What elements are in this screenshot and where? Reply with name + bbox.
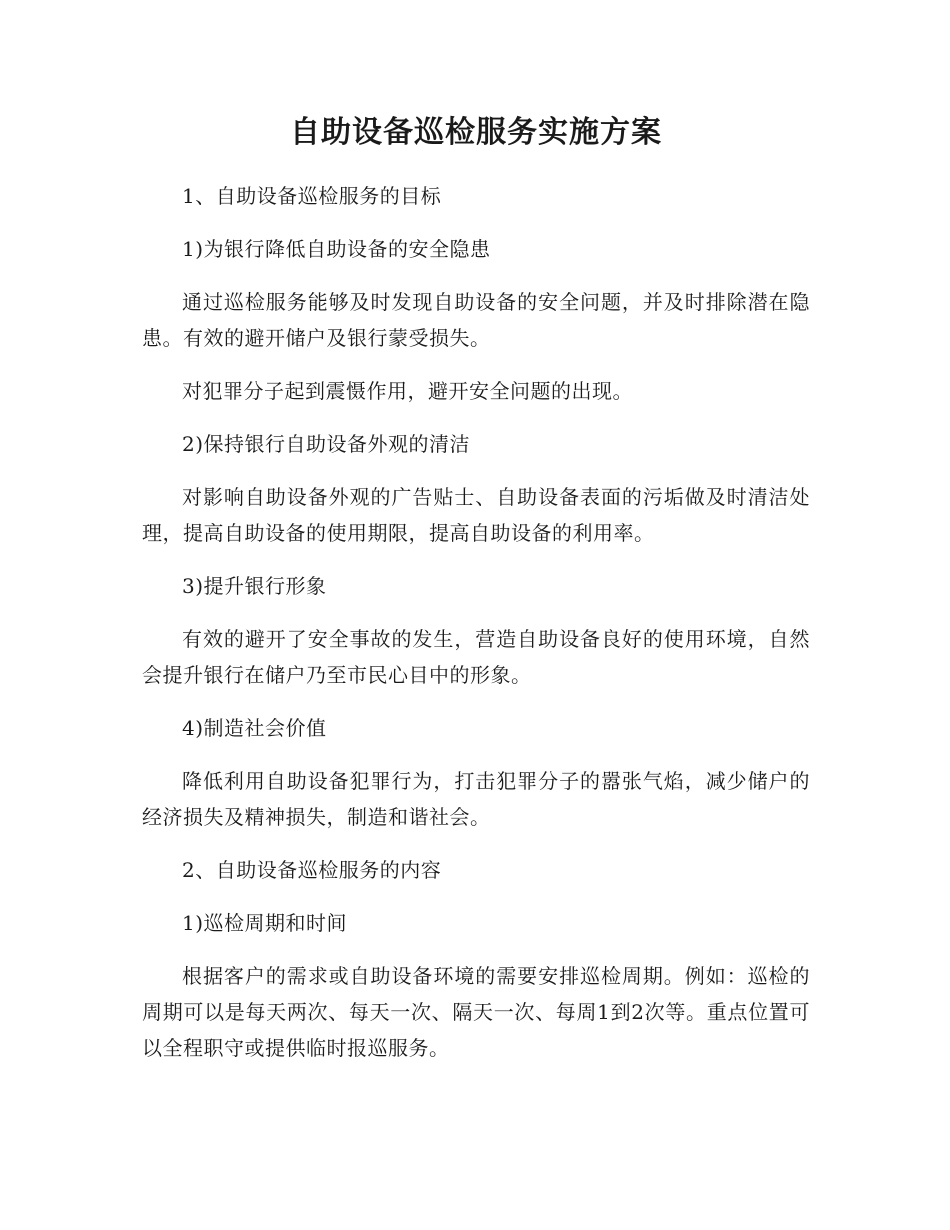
document-title: 自助设备巡检服务实施方案 [290, 115, 662, 150]
paragraph-bank-image: 有效的避开了安全事故的发生，营造自助设备良好的使用环境，自然会提升银行在储户乃至市民心目中的形象。 [142, 627, 810, 687]
subsection-heading-bank-image: 3)提升银行形象 [182, 574, 327, 598]
subsection-heading-cleanliness: 2)保持银行自助设备外观的清洁 [182, 432, 471, 456]
paragraph-cleaning: 对影响自助设备外观的广告贴士、自助设备表面的污垢做及时清洁处理，提高自助设备的使用期限，提高自助设备的利用率。 [142, 485, 810, 545]
section-heading-goals: 1、自助设备巡检服务的目标 [182, 184, 442, 208]
paragraph-social-value: 降低利用自助设备犯罪行为，打击犯罪分子的嚣张气焰，减少储户的经济损失及精神损失，制造和谐社会。 [142, 769, 810, 829]
paragraph-inspection-cycle: 根据客户的需求或自助设备环境的需要安排巡检周期。例如：巡检的周期可以是每天两次、每天一次、隔天一次、每周1到2次等。重点位置可以全程职守或提供临时报巡服务。 [142, 964, 810, 1060]
document-page [142, 108, 810, 1083]
subsection-heading-inspection-cycle: 1)巡检周期和时间 [182, 911, 348, 935]
subsection-heading-social-value: 4)制造社会价值 [182, 716, 327, 740]
paragraph-risk-detection: 通过巡检服务能够及时发现自助设备的安全问题，并及时排除潜在隐患。有效的避开储户及银行蒙受损失。 [142, 290, 810, 350]
subsection-heading-reduce-risk: 1)为银行降低自助设备的安全隐患 [182, 237, 491, 261]
paragraph-deterrence: 对犯罪分子起到震慑作用，避开安全问题的出现。 [182, 379, 633, 403]
section-heading-content: 2、自助设备巡检服务的内容 [182, 858, 442, 882]
